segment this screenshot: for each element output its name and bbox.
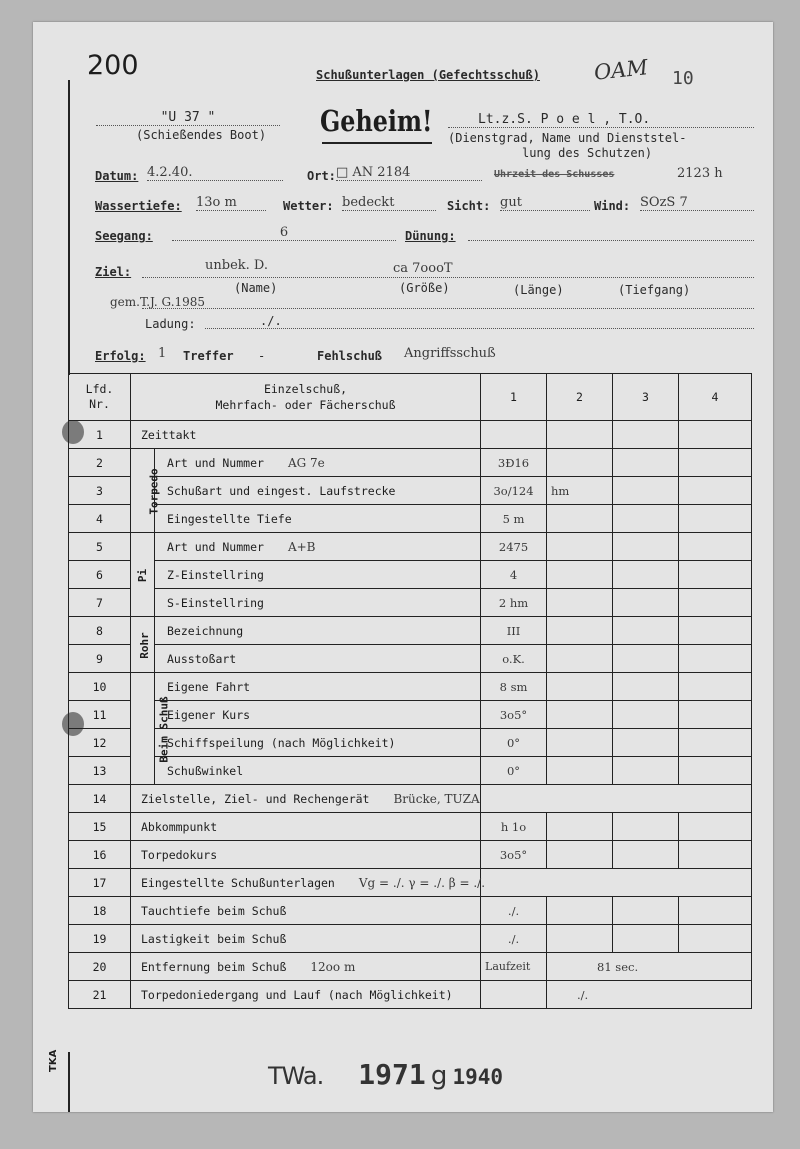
ziel-name-value: unbek. D. (205, 258, 268, 273)
boat-value: "U 37 " (96, 110, 280, 126)
row-number: 8 (69, 617, 131, 645)
row-label-text: Abkommpunkt (141, 819, 218, 834)
table-row (69, 841, 752, 869)
datum-label: Datum: (95, 169, 139, 183)
row-label-text: S-Einstellring (167, 595, 264, 610)
value-col-1 (481, 981, 547, 1009)
value-col-3 (613, 617, 679, 645)
value-col-1: ./. (481, 925, 547, 953)
row-number: 16 (69, 841, 131, 869)
header-description-line-1: Einzelschuß, (263, 382, 348, 396)
value-col-4 (679, 505, 752, 533)
value-col-3 (613, 645, 679, 673)
archive-stamp (268, 1058, 503, 1091)
table-body (69, 421, 752, 1009)
table-row (69, 701, 752, 729)
row-label (131, 813, 481, 841)
ziel-size-value: ca 7oooT (393, 261, 453, 276)
row-number: 21 (69, 981, 131, 1009)
value-col-2 (547, 645, 613, 673)
ziel-label: Ziel: (95, 265, 132, 279)
ziel-col-length: (Länge) (513, 283, 564, 297)
value-col-3 (613, 561, 679, 589)
header-description-line-2: Mehrfach- oder Fächerschuß (215, 398, 396, 412)
value-col-3 (613, 449, 679, 477)
row-extra-value: Brücke, TUZA (393, 791, 480, 806)
value-col-1: 2 hm (481, 589, 547, 617)
value-col-4 (679, 477, 752, 505)
sicht-label: Sicht: (447, 199, 491, 213)
row-label (131, 869, 486, 897)
row-number: 20 (69, 953, 131, 981)
boat-label: (Schießendes Boot) (136, 128, 267, 142)
row-label-text: Schußart und eingest. Laufstrecke (167, 483, 396, 498)
header-col-4: 4 (679, 374, 752, 421)
value-col-4 (679, 617, 752, 645)
value-col-2 (547, 841, 613, 869)
row-label (155, 477, 481, 505)
row-number: 4 (69, 505, 131, 533)
row-extra-value: AG 7e (287, 455, 325, 470)
value-col-1: 3Ð16 (481, 449, 547, 477)
value-col-2 (547, 673, 613, 701)
row-number: 10 (69, 673, 131, 701)
group-label-rohr (131, 617, 155, 673)
value-col-3 (613, 925, 679, 953)
row-label (155, 617, 481, 645)
ort-value: □ AN 2184 (336, 165, 482, 181)
wetter-value: bedeckt (342, 195, 436, 211)
side-mark: TKA (48, 1049, 59, 1072)
page-number: 200 (87, 50, 139, 81)
row-label-text: Eigener Kurs (167, 707, 251, 722)
value-col-2 (547, 729, 613, 757)
row-label (131, 953, 481, 981)
value-col-2: hm (547, 477, 613, 505)
value-col-1: 0° (481, 757, 547, 785)
row-number: 17 (69, 869, 131, 897)
table-row (69, 589, 752, 617)
row-label (155, 673, 481, 701)
rank-name-label: (Dienstgrad, Name und Dienststel- (448, 131, 687, 145)
table-row (69, 981, 752, 1009)
row-label (155, 757, 481, 785)
row-label (131, 785, 481, 813)
table-row (69, 477, 752, 505)
table-row (69, 897, 752, 925)
stamp-prefix: TWa. (268, 1062, 324, 1090)
table-row (69, 449, 752, 477)
erfolg-fehl-label: Fehlschuß (317, 349, 383, 363)
header-col-2: 2 (547, 374, 613, 421)
group-label-pi (131, 533, 155, 617)
value-col-2 (547, 421, 613, 449)
value-col-1 (481, 421, 547, 449)
value-col-1: o.K. (481, 645, 547, 673)
header-nr: Lfd. Nr. (69, 374, 131, 421)
value-col-4 (679, 813, 752, 841)
erfolg-treffer-value: 1 (158, 346, 167, 361)
ziel-col-size: (Größe) (399, 281, 450, 295)
value-col-4 (679, 729, 752, 757)
value-col-4 (679, 897, 752, 925)
table-row (69, 869, 752, 897)
erfolg-label: Erfolg: (95, 349, 146, 363)
table-row (69, 757, 752, 785)
value-col-3 (613, 813, 679, 841)
table-row (69, 645, 752, 673)
value-col-1: 3o/124 (481, 477, 547, 505)
duenung-label: Dünung: (405, 229, 456, 243)
row-label-text: Art und Nummer (167, 539, 264, 554)
row-extra-value: Vg = ./. γ = ./. β = ./. (358, 875, 486, 890)
row-label (155, 449, 481, 477)
value-col-4 (679, 841, 752, 869)
stamp-year: 1940 (452, 1065, 504, 1089)
table-row (69, 953, 752, 981)
seegang-value: 6 (172, 225, 396, 241)
ort-label: Ort: (307, 169, 336, 183)
value-col-3 (613, 729, 679, 757)
value-col-4 (679, 673, 752, 701)
row-label-text: Bezeichnung (167, 623, 244, 638)
row-number: 15 (69, 813, 131, 841)
row-number: 7 (69, 589, 131, 617)
wind-label: Wind: (594, 199, 631, 213)
ladung-label: Ladung: (145, 317, 196, 331)
row-number: 14 (69, 785, 131, 813)
erfolg-treffer-label: Treffer (183, 349, 234, 363)
table-row (69, 925, 752, 953)
handwritten-initials: OAM (592, 55, 649, 85)
row-label (155, 729, 481, 757)
row-label-text: Art und Nummer (167, 455, 264, 470)
table-row (69, 561, 752, 589)
margin-rule-lower (68, 1052, 70, 1112)
row-number: 11 (69, 701, 131, 729)
margin-rule (68, 80, 70, 375)
value-col-1: 0° (481, 729, 547, 757)
value-col-4 (679, 449, 752, 477)
value-col-2 (547, 449, 613, 477)
wassertiefe-value: 13o m (196, 195, 266, 211)
row-number: 19 (69, 925, 131, 953)
value-col-1: 5 m (481, 505, 547, 533)
value-col-2: 81 sec. (547, 953, 752, 981)
row-label-text: Zielstelle, Ziel- und Rechengerät (141, 791, 370, 806)
row-label (155, 505, 481, 533)
stamp-letter: g (430, 1061, 448, 1091)
row-number: 6 (69, 561, 131, 589)
value-col-4 (679, 925, 752, 953)
row-label-text: Lastigkeit beim Schuß (141, 931, 287, 946)
wassertiefe-label: Wassertiefe: (95, 199, 182, 213)
row-label-text: Entfernung beim Schuß (141, 959, 287, 974)
value-col-2 (547, 589, 613, 617)
row-number: 5 (69, 533, 131, 561)
value-col-3 (613, 701, 679, 729)
group-label-torpedo (131, 449, 161, 533)
row-number: 3 (69, 477, 131, 505)
value-col-4 (679, 589, 752, 617)
value-col-1: 3o5° (481, 701, 547, 729)
row-extra-value: 12oo m (310, 959, 356, 974)
value-col-2 (547, 897, 613, 925)
value-col-4 (679, 561, 752, 589)
value-col-2 (547, 617, 613, 645)
secret-marking: Geheim! (320, 104, 433, 138)
table-row (69, 673, 752, 701)
rank-name-value: Lt.z.S. P o e l , T.O. (448, 112, 754, 128)
shot-data-table (68, 373, 752, 1009)
row-label (131, 981, 481, 1009)
row-label (131, 841, 481, 869)
group-label-text: Torpedo (147, 467, 161, 515)
row-label (155, 589, 481, 617)
header-col-1: 1 (481, 374, 547, 421)
value-col-4 (679, 757, 752, 785)
value-col-3 (613, 477, 679, 505)
erfolg-note: Angriffsschuß (404, 346, 496, 361)
value-col-1: 4 (481, 561, 547, 589)
row-label (155, 533, 481, 561)
row-label-text: Eingestellte Tiefe (167, 511, 292, 526)
document-title: Schußunterlagen (Gefechtsschuß) (316, 68, 540, 82)
sheet-number: 10 (672, 68, 694, 89)
value-col-4 (679, 533, 752, 561)
wind-value: SOzS 7 (640, 195, 754, 211)
group-label-text: Beim Schuß (157, 695, 171, 763)
value-col-3 (613, 841, 679, 869)
row-label (155, 701, 481, 729)
value-col-4 (679, 421, 752, 449)
value-col-2: ./. (547, 981, 752, 1009)
row-label-text: Z-Einstellring (167, 567, 264, 582)
ziel-extra-line (142, 308, 754, 309)
group-label-beim-schuss (131, 673, 171, 785)
row-label-text: Torpedoniedergang und Lauf (nach Möglichkeit) (141, 987, 453, 1002)
value-col-1: Laufzeit (481, 953, 547, 981)
row-label-text: Ausstoßart (167, 651, 237, 666)
value-col-2 (547, 561, 613, 589)
row-number: 12 (69, 729, 131, 757)
group-label-text: Pi (136, 568, 149, 582)
ladung-value: ./. (205, 314, 754, 329)
row-number: 9 (69, 645, 131, 673)
value-col-2 (547, 505, 613, 533)
value-col-3 (613, 757, 679, 785)
row-label-text: Eingestellte Schußunterlagen (141, 875, 335, 890)
row-label-text: Eigene Fahrt (167, 679, 251, 694)
table-row (69, 785, 752, 813)
value-col-1: 8 sm (481, 673, 547, 701)
value-col-2 (547, 813, 613, 841)
table-row (69, 505, 752, 533)
header-description (131, 374, 481, 421)
rank-name-label-2: lung des Schutzen) (522, 146, 653, 160)
sicht-value: gut (500, 195, 590, 211)
row-number: 1 (69, 421, 131, 449)
stamp-number: 1971 (358, 1058, 426, 1091)
ziel-col-name: (Name) (234, 281, 278, 295)
ziel-col-depth: (Tiefgang) (618, 283, 691, 297)
row-extra-value: A+B (287, 539, 316, 554)
erfolg-dash: - (258, 349, 266, 363)
table-row (69, 533, 752, 561)
value-col-1: III (481, 617, 547, 645)
row-label-text: Zeittakt (141, 427, 197, 442)
secret-underline (322, 142, 432, 144)
table-row (69, 813, 752, 841)
row-label (155, 645, 481, 673)
row-number: 18 (69, 897, 131, 925)
value-col-3 (613, 897, 679, 925)
row-label (131, 421, 481, 449)
table-header-row (69, 374, 752, 421)
value-col-3 (613, 421, 679, 449)
uhrzeit-value: 2123 h (677, 166, 723, 181)
uhrzeit-label: Uhrzeit des Schusses (494, 169, 615, 180)
value-span (481, 785, 752, 813)
row-label (155, 561, 481, 589)
value-col-3 (613, 673, 679, 701)
datum-value: 4.2.40. (147, 165, 283, 181)
row-label-text: Tauchtiefe beim Schuß (141, 903, 287, 918)
wetter-label: Wetter: (283, 199, 334, 213)
value-col-2 (547, 533, 613, 561)
header-col-3: 3 (613, 374, 679, 421)
value-col-1: 2475 (481, 533, 547, 561)
table-row (69, 421, 752, 449)
row-number: 2 (69, 449, 131, 477)
value-col-2 (547, 925, 613, 953)
value-col-1: h 1o (481, 813, 547, 841)
value-col-1: 3o5° (481, 841, 547, 869)
row-label-text: Torpedokurs (141, 847, 218, 862)
value-col-3 (613, 505, 679, 533)
value-span (481, 869, 752, 897)
value-col-4 (679, 701, 752, 729)
duenung-value-line (468, 240, 754, 241)
table-row (69, 617, 752, 645)
row-label-text: Schußwinkel (167, 763, 244, 778)
value-col-4 (679, 645, 752, 673)
value-col-2 (547, 701, 613, 729)
value-col-2 (547, 757, 613, 785)
table-row (69, 729, 752, 757)
seegang-label: Seegang: (95, 229, 153, 243)
row-label-text: Schiffspeilung (nach Möglichkeit) (167, 735, 396, 750)
row-number: 13 (69, 757, 131, 785)
value-col-1: ./. (481, 897, 547, 925)
value-col-3 (613, 533, 679, 561)
group-label-text: Rohr (137, 631, 151, 659)
ziel-reference: gem.T.J. G.1985 (110, 295, 206, 309)
value-col-3 (613, 589, 679, 617)
row-label (131, 897, 481, 925)
row-label (131, 925, 481, 953)
